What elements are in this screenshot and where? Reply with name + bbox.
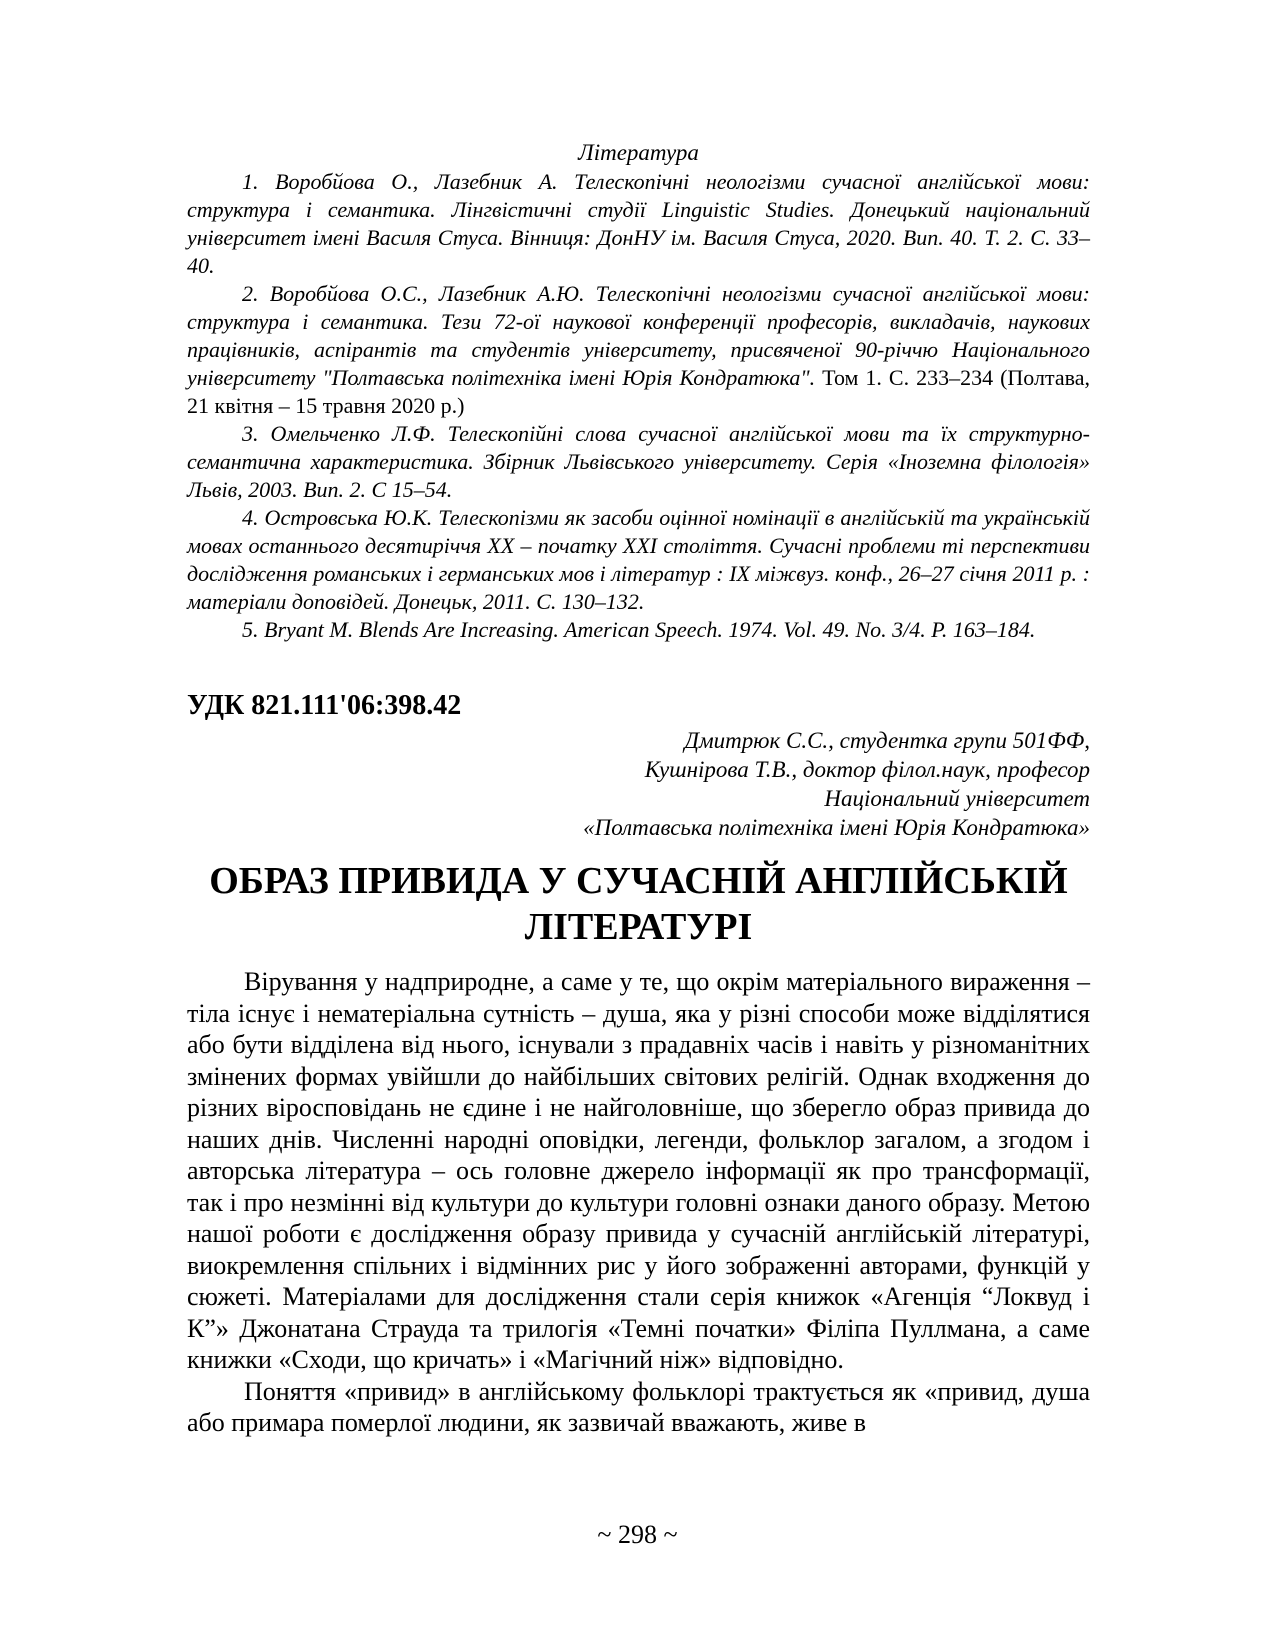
reference-2-text-italic: 2. Воробйова О.С., Лазебник А.Ю. Телескопічні неологізми сучасної англійської мови: структура і семантика. Тези 72-ої наукової конференції професорів, викладачів, наукових працівників, аспірантів та студентів університету, присвяченої 90-річчю Національного університету "Полтавська політехніка імені Юрія Кондратюка".	[187, 281, 1090, 390]
reference-1-text: 1. Воробйова О., Лазебник А. Телескопічні неологізми сучасної англійської мови: структура і семантика. Лінгвістичні студії Linguistic Studies. Донецький національний університет імені Василя Стуса. Вінниця: ДонНУ ім. Василя Стуса, 2020. Вип. 40. Т. 2. С. 33–40.	[187, 169, 1090, 278]
article-title: ОБРАЗ ПРИВИДА У СУЧАСНІЙ АНГЛІЙСЬКІЙ ЛІТЕРАТУРІ	[209, 860, 1068, 948]
affiliation-line-2: «Полтавська політехніка імені Юрія Кондратюка»	[583, 815, 1090, 840]
reference-item-5	[187, 616, 1090, 644]
reference-item-3	[187, 420, 1090, 504]
author-line-1: Дмитрюк С.С., студентка групи 501ФФ,	[684, 728, 1090, 753]
reference-item-2	[187, 280, 1090, 420]
authors-block	[187, 726, 1090, 842]
reference-item-1	[187, 168, 1090, 280]
references-section	[187, 138, 1090, 644]
author-line-2: Кушнірова Т.В., доктор філол.наук, професор	[644, 757, 1090, 782]
reference-3-text: 3. Омельченко Л.Ф. Телескопійні слова сучасної англійської мови та їх структурно-семантична характеристика. Збірник Львівського університету. Серія «Іноземна філологія» Львів, 2003. Вип. 2. С 15–54.	[187, 421, 1090, 502]
affiliation-line-1: Національний університет	[824, 786, 1090, 811]
body-paragraph-1: Вірування у надприродне, а саме у те, що окрім матеріального вираження – тіла існує і нематеріальна сутність – душа, яка у різні способи може відділятися або бути відділена від нього, існували з прадавніх часів і навіть у різноманітних змінених формах увійшли до найбільших світових релігій. Однак входження до різних віросповідань не єдине і не найголовніше, що зберегло образ привида до наших днів. Численні народні оповідки, легенди, фольклор загалом, а згодом і авторська література – ось головне джерело інформації як про трансформації, так і про незмінні від культури до культури головні ознаки даного образу. Метою нашої роботи є дослідження образу привида у сучасній англійській літературі, виокремлення спільних і відмінних рис у його зображенні авторами, функцій у сюжеті. Матеріалами для дослідження стали серія книжок «Агенція “Локвуд і К”» Джонатана Страуда та трилогія «Темні початки» Філіпа Пуллмана, а саме книжки «Сходи, що кричать» і «Магічний ніж» відповідно.	[187, 967, 1090, 1374]
body-paragraph-2: Поняття «привид» в англійському фольклорі трактується як «привид, душа або примара померлої людини, як зазвичай вважають, живе в	[187, 1376, 1090, 1437]
page-number: ~ 298 ~	[597, 1520, 678, 1549]
reference-4-text: 4. Островська Ю.К. Телескопізми як засоби оцінної номінації в англійській та українській мовах останнього десятиріччя ХХ – початку ХХІ століття. Сучасні проблеми ті перспективи дослідження романських і германських мов і літератур : ІХ міжвуз. конф., 26–27 січня 2011 р. : матеріали доповідей. Донецьк, 2011. С. 130–132.	[187, 505, 1090, 614]
references-heading: Література	[578, 140, 699, 165]
reference-item-4	[187, 504, 1090, 616]
reference-5-text: 5. Bryant M. Blends Are Increasing. American Speech. 1974. Vol. 49. No. 3/4. P. 163–184.	[242, 617, 1036, 642]
article-section	[187, 690, 1090, 1439]
udc-code: УДК 821.111'06:398.42	[187, 690, 462, 721]
reference-2-text-regular: Том 1. С. 233–234 (Полтава, 21 квітня – 15 травня 2020 р.)	[187, 365, 1091, 418]
